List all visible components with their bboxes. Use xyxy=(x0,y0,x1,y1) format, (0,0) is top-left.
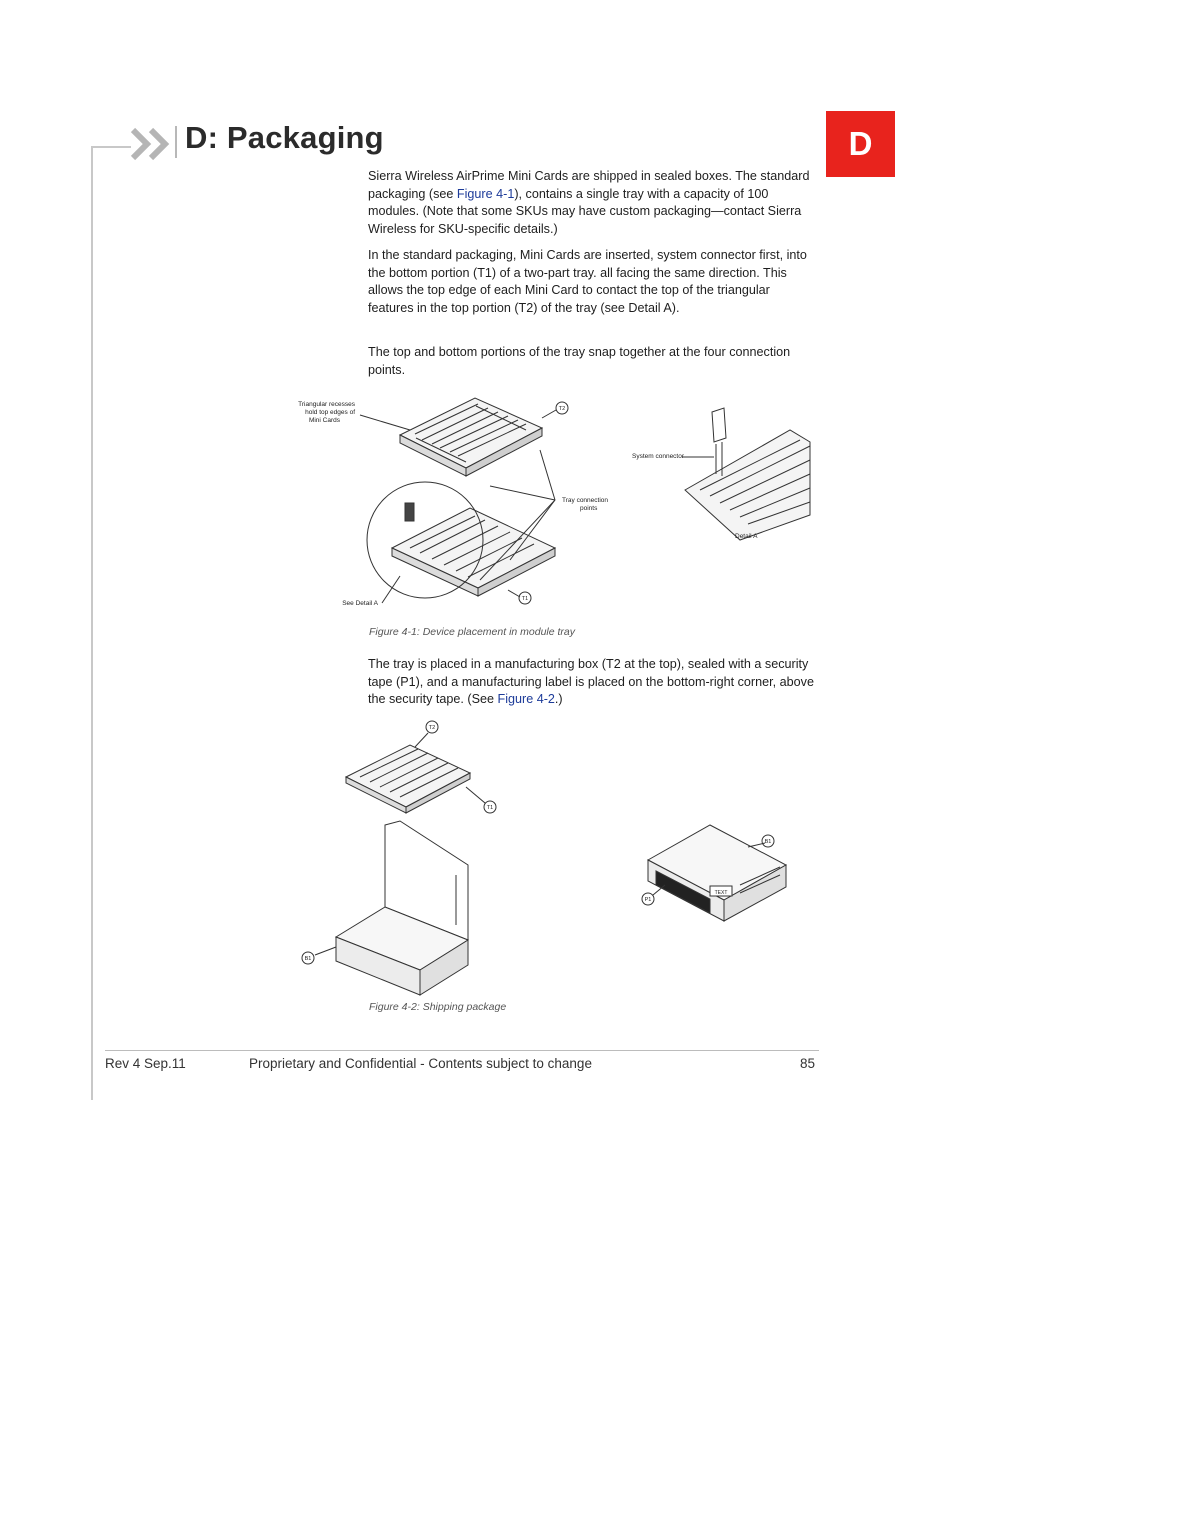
figure-4-1-link[interactable]: Figure 4-1 xyxy=(456,186,515,201)
figure-4-2-caption: Figure 4-2: Shipping package xyxy=(369,1001,507,1013)
paragraph-text: .) xyxy=(554,692,563,707)
detail-a-label: Detail A xyxy=(735,533,758,540)
figure-4-1-caption: Figure 4-1: Device placement in module tray xyxy=(369,626,576,638)
heading-rule-tick xyxy=(91,146,131,148)
footer-divider xyxy=(105,1050,819,1051)
chapter-badge: D xyxy=(826,111,895,177)
figure-4-2-link[interactable]: Figure 4-2 xyxy=(497,692,555,707)
see-detail-label: See Detail A xyxy=(342,600,378,607)
p1-callout: P1 xyxy=(644,897,652,903)
footer-revision: Rev 4 Sep.11 xyxy=(105,1056,186,1071)
tray-connection-label: Tray connection xyxy=(562,497,609,504)
system-connector-label: System connector xyxy=(632,453,685,460)
triangular-label-line: Mini Cards xyxy=(308,417,340,424)
page-margin-rule xyxy=(91,146,93,1100)
box-paragraph xyxy=(368,656,814,709)
chevron-right-icon xyxy=(129,124,177,164)
b1-callout: B1 xyxy=(304,956,312,962)
footer-notice: Proprietary and Confidential - Contents subject to change xyxy=(249,1056,592,1071)
t2-callout: T2 xyxy=(428,725,436,731)
b1-callout: B1 xyxy=(764,839,772,845)
triangular-label-line: hold top edges of xyxy=(305,409,355,416)
title-divider xyxy=(175,126,177,158)
t1-callout: T1 xyxy=(486,805,494,811)
box-label-text: TEXT xyxy=(714,890,728,896)
paragraph-text: ), contains a single tray with a capacity of 100 modules. (Note that some SKUs may have custom packaging—contact Sierra Wireless for SKU-specific details.) xyxy=(368,186,802,236)
t1-callout: T1 xyxy=(521,596,529,602)
triangular-label-line: Triangular recesses xyxy=(298,401,355,408)
paragraph-text: Sierra Wireless AirPrime Mini Cards are shipped in sealed boxes. The standard packaging (see xyxy=(368,169,810,201)
figure-4-2 xyxy=(270,715,810,1000)
page-title: D: Packaging xyxy=(185,120,384,155)
figure-4-1 xyxy=(270,390,830,616)
snap-paragraph: The top and bottom portions of the tray snap together at the four connection points. xyxy=(368,345,791,377)
intro-paragraph xyxy=(368,168,814,238)
page-number: 85 xyxy=(800,1056,816,1071)
tray-connection-label: points xyxy=(580,505,598,512)
paragraph-text: The tray is placed in a manufacturing box (T2 at the top), sealed with a security tape (P1), and a manufacturing label is placed on the bottom-right corner, above the security tape. (See xyxy=(368,657,814,707)
tray-paragraph: In the standard packaging, Mini Cards are inserted, system connector first, into the bottom portion (T1) of a two-part tray. all facing the same direction. This allows the top edge of each Mini Card to contact the top of the triangular features in the top portion (T2) of the tray (see Detail A). xyxy=(368,248,807,315)
t2-callout: T2 xyxy=(558,406,566,412)
